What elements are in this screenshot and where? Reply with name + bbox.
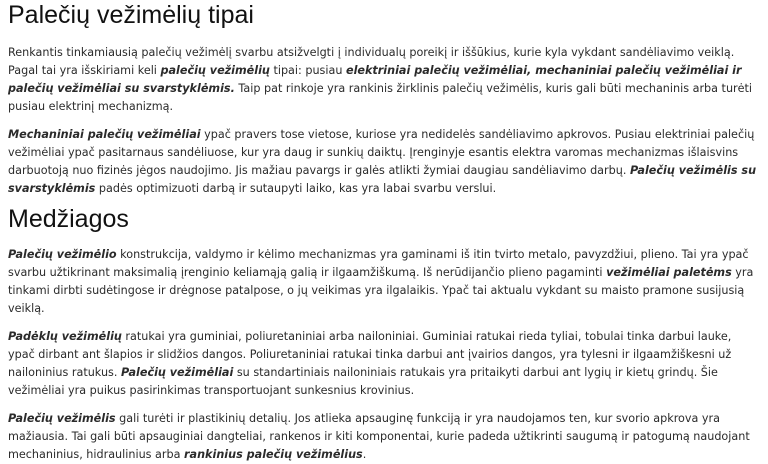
emphasized-text: elektriniai palečių vežimėliai, mechaniniai palečių vežimėliai ir palečių vežimėliai su svarstyklėmis. [8, 64, 742, 95]
emphasized-text: palečių vežimėlių [160, 64, 270, 77]
emphasized-text: vežimėliai paletėms [606, 266, 732, 279]
emphasized-text: Mechaniniai palečių vežimėliai [8, 128, 201, 141]
emphasized-text: rankinius palečių vežimėlius [184, 448, 363, 461]
text-run: ypač pravers tose vietose, kuriose yra nedidelės sandėliavimo apkrovos. Pusiau elektriniai palečių vežimėliai ypač pasitarnaus sandėliuose, kur yra daug ir sunkių daiktų. Įrenginyje esantis elektra varomas mechanizmas išlaisvins darbuotoją nuo fizinės jėgos naudojimo. Jis mažiau pavargs ir galės atlikti žymiai daugiau sandėliavimo darbų. [8, 128, 755, 177]
text-run: ratukai yra guminiai, poliuretaniniai arba nailoniniai. Guminiai ratukai rieda tyliai, tobulai tinka darbui lauke, ypač dirbant ant šlapios ir slidžios dangos. Poliuretaniniai ratukai tinka darbui ant įvairios dangos, yra tylesni ir ilgaamžiškesni už nailoninius ratukus. [8, 330, 732, 379]
emphasized-text: Palečių vežimėlio [8, 248, 117, 261]
emphasized-text: Palečių vežimėlis su svarstyklėmis [8, 164, 757, 195]
text-run: padės optimizuoti darbą ir sutaupyti laiko, kas yra labai svarbu verslui. [95, 182, 497, 195]
emphasized-text: Palečių vežimėliai [120, 366, 234, 379]
emphasized-text: Palečių vežimėlis [8, 412, 116, 425]
text-run: tipai: pusiau [269, 64, 346, 77]
section-types [8, 0, 760, 198]
paragraph [8, 328, 760, 400]
section-heading: Medžiagos [8, 205, 129, 233]
text-run: yra tinkami dirbti sudėtingose ir drėgnose patalpose, o jų veikimas yra ilgalaikis. Ypač tai aktualu vykdant su maisto pramone susijusią veiklą. [8, 266, 754, 315]
text-run: konstrukcija, valdymo ir kėlimo mechanizmas yra gaminami iš itin tvirto metalo, pavyzdžiui, plieno. Tai yra ypač svarbu užtikrinant maksimalią įrenginio keliamąją galią ir ilgaamžiškumą. Iš nerūdijančio plieno pagaminti [8, 248, 749, 279]
text-run: . [362, 448, 367, 461]
emphasized-text: Padėklų vežimėlių [8, 330, 122, 343]
text-run: Taip pat rinkoje yra rankinis žirklinis palečių vežimėlis, kuris gali būti mechaninis arba turėti pusiau elektrinį mechanizmą. [8, 82, 753, 113]
paragraph [8, 44, 760, 116]
text-run: su standartiniais nailoniniais ratukais yra pritaikyti darbui ant lygių ir kietų grindų. Šie vežimėliai yra puikus pasirinkimas transportuojant sunkesnius krovinius. [8, 366, 718, 397]
text-run: Renkantis tinkamiausią palečių vežimėlį svarbu atsižvelgti į individualų poreikį ir iššūkius, kurie kyla vykdant sandėliavimo veiklą. Pagal tai yra išskiriami keli [8, 46, 735, 77]
paragraph [8, 126, 760, 198]
text-run: gali turėti ir plastikinių detalių. Jos atlieka apsauginę funkciją ir yra naudojamos ten, kur svorio apkrova yra mažiausia. Tai gali būti apsauginiai dangteliai, rankenos ir kiti komponentai, kurie padeda užtikrinti saugumą ir patogumą naudojant mechaninius, hidraulinius arba [8, 412, 750, 461]
section-heading: Palečių vežimėlių tipai [8, 1, 254, 29]
section-materials [8, 204, 760, 464]
paragraph [8, 246, 760, 318]
